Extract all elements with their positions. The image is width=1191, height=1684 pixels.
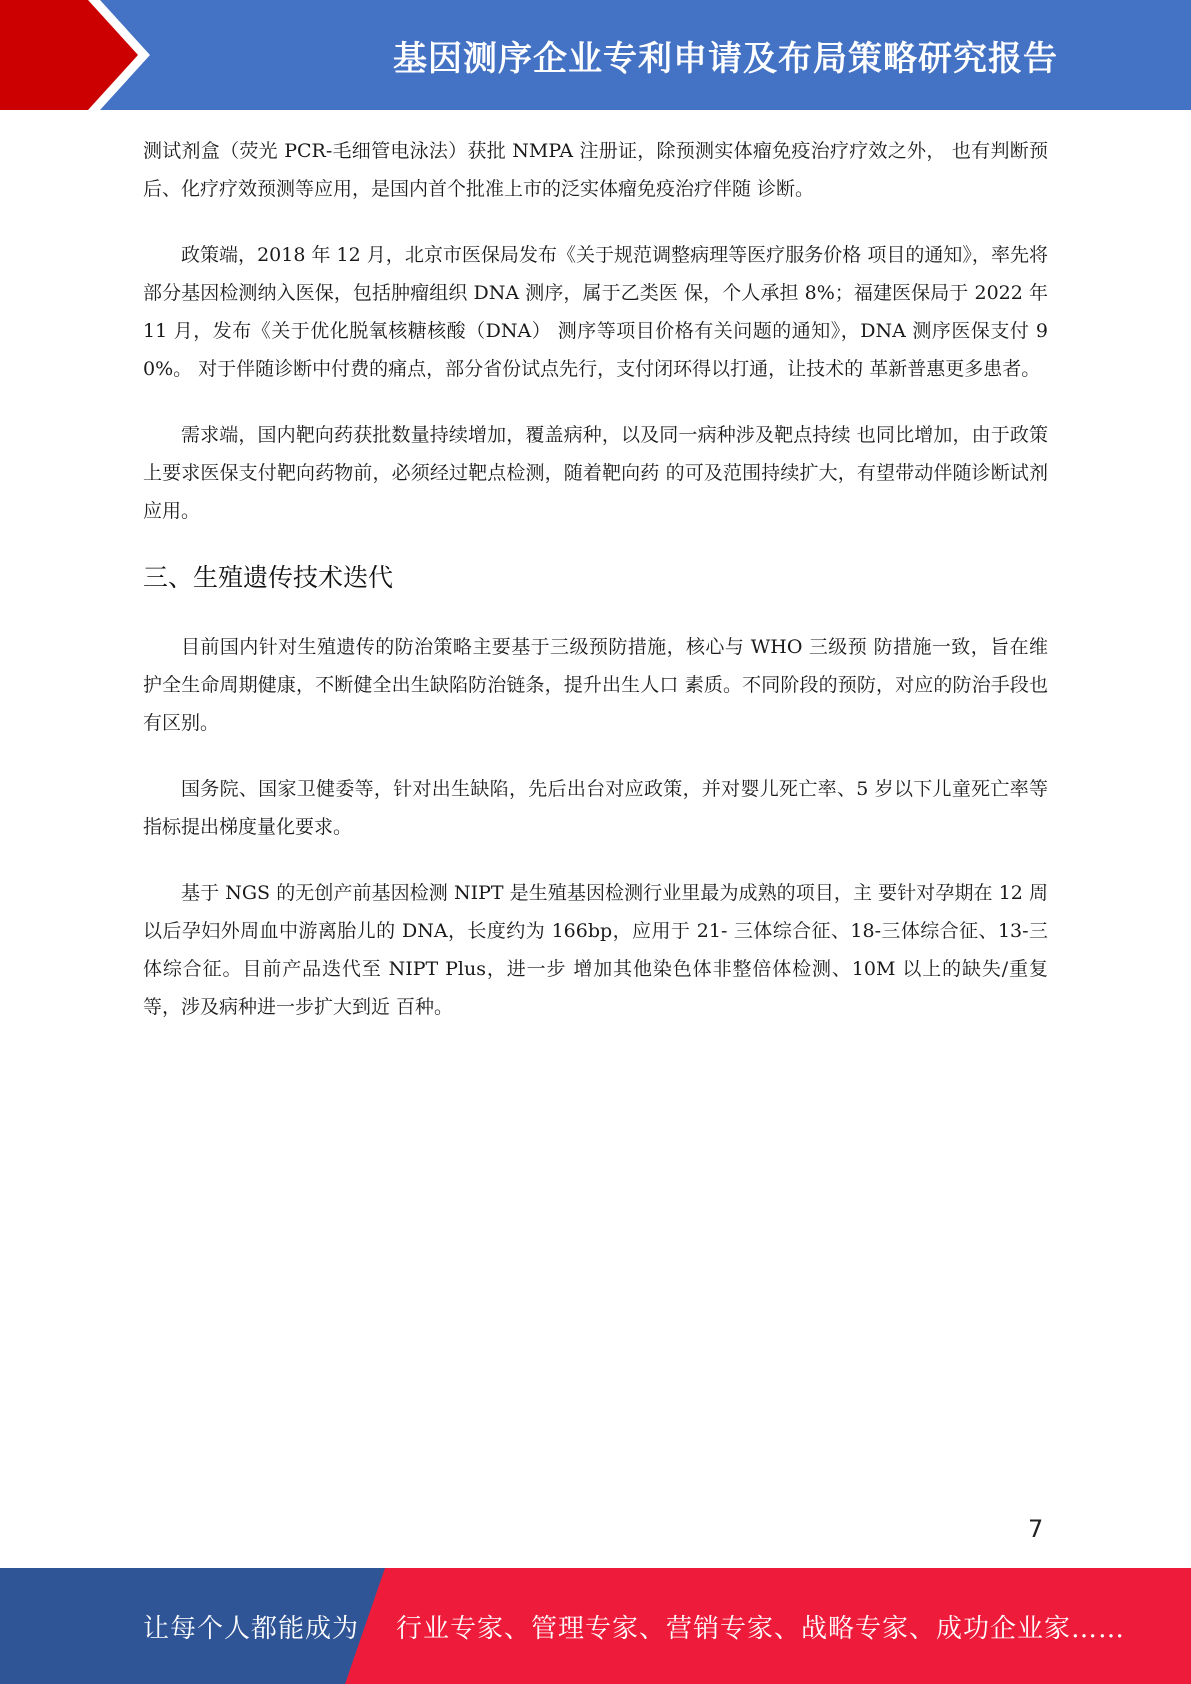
paragraph-demand: 需求端，国内靶向药获批数量持续增加，覆盖病种，以及同一病种涉及靶点持续 也同比增加，由于政策上要求医保支付靶向药物前，必须经过靶点检测，随着靶向药 的可及范围持续扩大，有望带动伴随诊断试剂应用。 — [143, 424, 1048, 522]
page-content — [143, 132, 1048, 1054]
header-banner — [0, 0, 1191, 110]
paragraph-policy: 政策端，2018 年 12 月，北京市医保局发布《关于规范调整病理等医疗服务价格 项目的通知》，率先将部分基因检测纳入医保，包括肿瘤组织 DNA 测序，属于乙类医 保，个人承担 8%；福建医保局于 2022 年 11 月，发布《关于优化脱氧核糖核酸（DNA） 测序等项目价格有关问题的通知》，DNA 测序医保支付 90%。 对于伴随诊断中付费的痛点，部分省份试点先行，支付闭环得以打通，让技术的 革新普惠更多患者。 — [143, 244, 1048, 380]
paragraph-prevention-strategy: 目前国内针对生殖遗传的防治策略主要基于三级预防措施，核心与 WHO 三级预 防措施一致，旨在维护全生命周期健康，不断健全出生缺陷防治链条，提升出生人口 素质。不同阶段的预防，对应的防治手段也有区别。 — [143, 636, 1048, 734]
footer-slogan-right: 行业专家、管理专家、营销专家、战略专家、成功企业家…… — [396, 1613, 1126, 1644]
footer-banner — [0, 1568, 1191, 1684]
page-number: 7 — [1028, 1515, 1044, 1543]
section-heading: 三、生殖遗传技术迭代 — [143, 563, 394, 592]
paragraph-state-council: 国务院、国家卫健委等，针对出生缺陷，先后出台对应政策，并对婴儿死亡率、5 岁以下儿童死亡率等指标提出梯度量化要求。 — [143, 778, 1048, 838]
paragraph-continuation: 测试剂盒（荧光 PCR-毛细管电泳法）获批 NMPA 注册证，除预测实体瘤免疫治疗疗效之外， 也有判断预后、化疗疗效预测等应用，是国内首个批准上市的泛实体瘤免疫治疗伴随 诊断。 — [143, 140, 1048, 200]
paragraph-nipt: 基于 NGS 的无创产前基因检测 NIPT 是生殖基因检测行业里最为成熟的项目，主 要针对孕期在 12 周以后孕妇外周血中游离胎儿的 DNA，长度约为 166bp，应用于 21- 三体综合征、18-三体综合征、13-三体综合征。目前产品迭代至 NIPT Plus，进一步 增加其他染色体非整倍体检测、10M 以上的缺失/重复等，涉及病种进一步扩大到近 百种。 — [143, 882, 1048, 1018]
document-title: 基因测序企业专利申请及布局策略研究报告 — [393, 38, 1058, 79]
header-chevron-icon — [0, 0, 160, 110]
footer-slogan-left: 让每个人都能成为 — [143, 1613, 360, 1644]
